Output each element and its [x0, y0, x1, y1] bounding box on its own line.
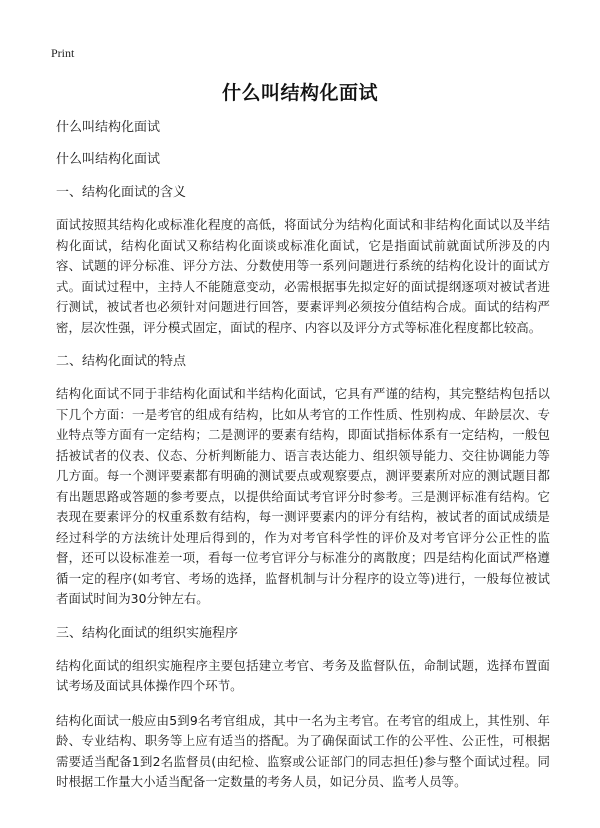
document-subtitle-repeat: 什么叫结构化面试	[56, 152, 161, 167]
section-heading: 二、结构化面试的特点	[56, 354, 187, 369]
section-heading: 一、结构化面试的含义	[56, 185, 187, 200]
document-title: 什么叫结构化面试	[221, 82, 378, 104]
paragraph: 结构化面试不同于非结构化面试和半结构化面试，它具有严谨的结构，其完整结构包括以下几个方面：一是考官的组成有结构，比如从考官的工作性质、性别构成、年龄层次、专业特点等方面有一定结构；二是测评的要素有结构，即面试指标体系有一定结构，一般包括被试者的仪表、仪态、分析判断能力、语言表达能力、组织领导能力、交往协调能力等几方面。每一个测评要素都有明确的测试要点或观察要点，测评要素所对应的测试题目都有出题思路或答题的参考要点，以提供给面试考官评分时参考。三是测评标准有结构。它表现在要素评分的权重系数有结构，每一测评要素内的评分有结构，被试者的面试成绩是经过科学的方法统计处理后得到的，作为对考官科学性的评价及对考官评分公正性的监督，还可以设标准差一项，看每一位考官评分与标准分的离散度；四是结构化面试严格遵循一定的程序(如考官、考场的选择，监督机制与计分程序的设立等)进行，一般每位被试者面试时间为30分钟左右。	[56, 386, 550, 606]
section-features	[56, 352, 550, 610]
section-procedure	[56, 624, 550, 793]
print-link[interactable]: Print	[51, 46, 75, 60]
paragraph: 面试按照其结构化或标准化程度的高低，将面试分为结构化面试和非结构化面试以及半结构化面试，结构化面试又称结构化面谈或标准化面试，它是指面试前就面试所涉及的内容、试题的评分标准、评分方法、分数使用等一系列问题进行系统的结构化设计的面试方式。面试过程中，主持人不能随意变动，必需根据事先拟定好的面试提纲逐项对被试者进行测试，被试者也必须针对问题进行回答，要素评判必须按分值结构合成。面试的结构严密，层次性强，评分模式固定，面试的程序、内容以及评分方式等标准化程度都比较高。	[56, 217, 550, 335]
paragraph: 结构化面试一般应由5到9名考官组成，其中一名为主考官。在考官的组成上，其性别、年龄、专业结构、职务等上应有适当的搭配。为了确保面试工作的公平性、公正性，可根据需要适当配备1到2名监督员(由纪检、监察或公证部门的同志担任)参与整个面试过程。同时根据工作量大小适当配备一定数量的考务人员，如记分员、监考人员等。	[56, 712, 550, 789]
document-body	[56, 118, 550, 807]
section-meaning	[56, 183, 550, 338]
section-heading: 三、结构化面试的组织实施程序	[56, 625, 239, 641]
paragraph: 结构化面试的组织实施程序主要包括建立考官、考务及监督队伍，命制试题，选择布置面试考场及面试具体操作四个环节。	[56, 657, 550, 693]
document-subtitle: 什么叫结构化面试	[56, 120, 161, 135]
